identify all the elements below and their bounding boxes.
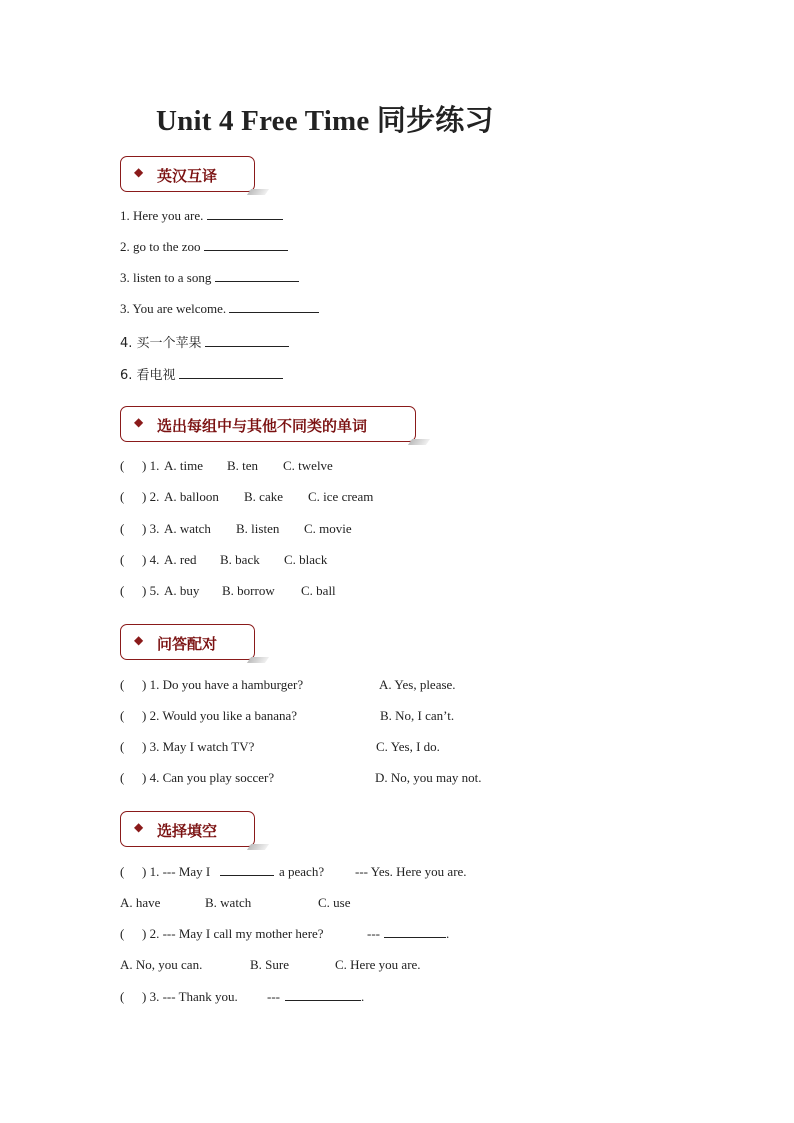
paren: ( — [120, 583, 125, 598]
option-c: C. ice cream — [308, 489, 374, 504]
section-header-match — [120, 624, 255, 660]
section-header-translate — [120, 156, 255, 192]
option-c: C. ball — [301, 583, 336, 598]
option-c: C. black — [284, 552, 328, 567]
diamond-bullet-icon: ◆ — [134, 633, 144, 647]
translate-item: 3. You are welcome. — [120, 301, 319, 317]
translate-item: 1. Here you are. — [120, 208, 283, 224]
question-number: ) 2. — [142, 489, 160, 504]
translate-item: 2. go to the zoo — [120, 239, 288, 255]
paren: ( — [120, 521, 125, 536]
answer-blank[interactable] — [204, 239, 288, 251]
response-text: --- — [367, 926, 380, 941]
diamond-bullet-icon: ◆ — [134, 415, 144, 429]
question-number: ) 1. — [142, 458, 160, 473]
match-answer: A. Yes, please. — [379, 677, 456, 692]
option-a: A. No, you can. — [120, 957, 203, 972]
match-answer: B. No, I can’t. — [380, 708, 455, 723]
answer-blank[interactable] — [205, 335, 289, 347]
option-a: A. time — [164, 458, 203, 473]
option-b: B. ten — [227, 458, 259, 473]
paren: ( — [120, 864, 125, 879]
period: . — [361, 989, 365, 1004]
paren: ( — [120, 708, 125, 723]
answer-blank[interactable] — [179, 367, 283, 379]
section-label: 问答配对 — [157, 635, 218, 653]
answer-blank[interactable] — [384, 926, 446, 942]
diamond-bullet-icon: ◆ — [134, 165, 144, 179]
paren: ( — [120, 458, 125, 473]
response-text: --- — [267, 989, 280, 1004]
question-number: ) 4. — [142, 552, 160, 567]
option-c: C. movie — [304, 521, 352, 536]
section-header-choice — [120, 811, 255, 847]
match-question: ) 3. May I watch TV? — [142, 739, 255, 754]
option-c: C. twelve — [283, 458, 333, 473]
match-answer: D. No, you may not. — [375, 770, 482, 785]
question-text: ) 2. --- May I call my mother here? — [142, 926, 324, 941]
option-b: B. watch — [205, 895, 252, 910]
paren: ( — [120, 552, 125, 567]
diamond-bullet-icon: ◆ — [134, 820, 144, 834]
translate-item: 3. listen to a song — [120, 270, 299, 286]
paren: ( — [120, 489, 125, 504]
option-a: A. red — [164, 552, 197, 567]
option-a: A. buy — [164, 583, 200, 598]
option-a: A. have — [120, 895, 161, 910]
option-b: B. cake — [244, 489, 283, 504]
question-text: ) 1. --- May I — [142, 864, 211, 879]
match-question: ) 4. Can you play soccer? — [142, 770, 275, 785]
paren: ( — [120, 770, 125, 785]
option-b: B. Sure — [250, 957, 289, 972]
match-question: ) 1. Do you have a hamburger? — [142, 677, 304, 692]
option-a: A. balloon — [164, 489, 219, 504]
match-answer: C. Yes, I do. — [376, 739, 440, 754]
period: . — [446, 926, 450, 941]
answer-blank[interactable] — [285, 989, 361, 1005]
question-text: ) 3. --- Thank you. — [142, 989, 238, 1004]
answer-blank[interactable] — [207, 208, 283, 220]
answer-blank[interactable] — [215, 270, 299, 282]
option-c: C. Here you are. — [335, 957, 421, 972]
section-label: 选出每组中与其他不同类的单词 — [157, 417, 368, 435]
page-title: Unit 4 Free Time 同步练习 — [156, 105, 494, 137]
paren: ( — [120, 989, 125, 1004]
response-text: --- Yes. Here you are. — [355, 864, 467, 879]
paren: ( — [120, 677, 125, 692]
question-text: a peach? — [279, 864, 325, 879]
paren: ( — [120, 739, 125, 754]
option-b: B. listen — [236, 521, 280, 536]
section-header-odd-one-out — [120, 406, 416, 442]
answer-blank[interactable] — [229, 301, 319, 313]
section-label: 英汉互译 — [157, 167, 218, 185]
option-a: A. watch — [164, 521, 211, 536]
option-b: B. borrow — [222, 583, 275, 598]
answer-blank[interactable] — [220, 864, 274, 880]
question-number: ) 5. — [142, 583, 160, 598]
section-label: 选择填空 — [157, 822, 218, 840]
match-question: ) 2. Would you like a banana? — [142, 708, 298, 723]
option-b: B. back — [220, 552, 260, 567]
translate-item: 6. 看电视 — [120, 364, 283, 383]
question-number: ) 3. — [142, 521, 160, 536]
option-c: C. use — [318, 895, 351, 910]
translate-item: 4. 买一个苹果 — [120, 332, 289, 351]
paren: ( — [120, 926, 125, 941]
